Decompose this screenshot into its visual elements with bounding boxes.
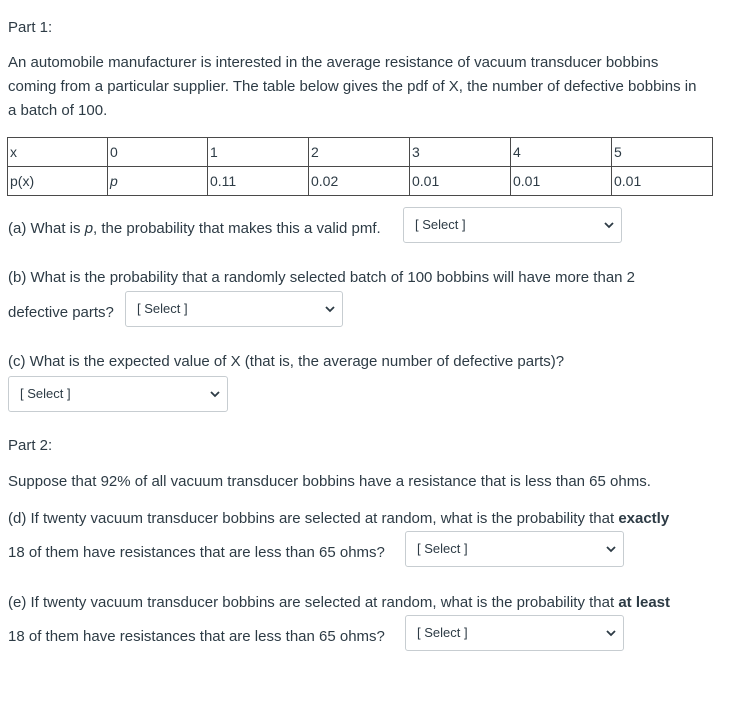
question-d-emphasis: exactly — [618, 510, 670, 527]
select-label: [ Select ] — [415, 217, 466, 232]
table-cell: 0.01 — [511, 167, 612, 196]
part1-intro: An automobile manufacturer is interested in the average resistance of vacuum transducer bobbins coming from a particular supplier. The table below gives the pdf of X, the number of defective bobbins in a batch of 100. — [8, 54, 697, 119]
chevron-down-icon — [605, 544, 617, 554]
table-cell: p(x) — [8, 167, 108, 196]
question-a — [8, 220, 381, 237]
question-e-pre: (e) If twenty vacuum transducer bobbins are selected at random, what is the probability that — [8, 594, 619, 611]
question-d-line1 — [8, 510, 669, 527]
answer-b-select[interactable] — [125, 291, 343, 327]
table-row-x — [8, 138, 713, 167]
table-cell: 0 — [108, 138, 208, 167]
select-label: [ Select ] — [417, 625, 468, 640]
table-cell: 1 — [208, 138, 309, 167]
table-cell: 2 — [309, 138, 410, 167]
chevron-down-icon — [603, 220, 615, 230]
question-a-var: p — [84, 220, 94, 237]
table-row-px — [8, 167, 713, 196]
chevron-down-icon — [324, 304, 336, 314]
answer-d-select[interactable] — [405, 531, 624, 567]
question-b-line2: defective parts? — [8, 304, 114, 321]
answer-e-select[interactable] — [405, 615, 624, 651]
question-a-pre: (a) What is — [8, 220, 85, 237]
part1-heading: Part 1: — [8, 19, 53, 36]
question-a-post: , the probability that makes this a valid pmf. — [93, 220, 381, 237]
table-cell: 3 — [410, 138, 511, 167]
table-cell: p — [108, 167, 208, 196]
table-cell: 0.11 — [208, 167, 309, 196]
table-cell: 0.01 — [612, 167, 713, 196]
pdf-table — [7, 137, 713, 196]
table-cell: 0.01 — [410, 167, 511, 196]
answer-c-select[interactable] — [8, 376, 228, 412]
select-label: [ Select ] — [137, 301, 188, 316]
question-d-pre: (d) If twenty vacuum transducer bobbins are selected at random, what is the probability that — [8, 510, 619, 527]
question-e-emphasis: at least — [618, 594, 671, 611]
part2-intro: Suppose that 92% of all vacuum transducer bobbins have a resistance that is less than 65 ohms. — [8, 473, 651, 490]
question-e-line2: 18 of them have resistances that are less than 65 ohms? — [8, 628, 385, 645]
question-b-line1: (b) What is the probability that a randomly selected batch of 100 bobbins will have more than 2 — [8, 269, 636, 286]
select-label: [ Select ] — [417, 541, 468, 556]
question-e-line1 — [8, 594, 670, 611]
chevron-down-icon — [605, 628, 617, 638]
question-c: (c) What is the expected value of X (that is, the average number of defective parts)? — [8, 353, 565, 370]
answer-a-select[interactable] — [403, 207, 622, 243]
table-cell: 5 — [612, 138, 713, 167]
part2-heading: Part 2: — [8, 437, 53, 454]
chevron-down-icon — [209, 389, 221, 399]
table-cell: 0.02 — [309, 167, 410, 196]
table-cell: x — [8, 138, 108, 167]
table-cell: 4 — [511, 138, 612, 167]
select-label: [ Select ] — [20, 386, 71, 401]
question-d-line2: 18 of them have resistances that are less than 65 ohms? — [8, 544, 385, 561]
